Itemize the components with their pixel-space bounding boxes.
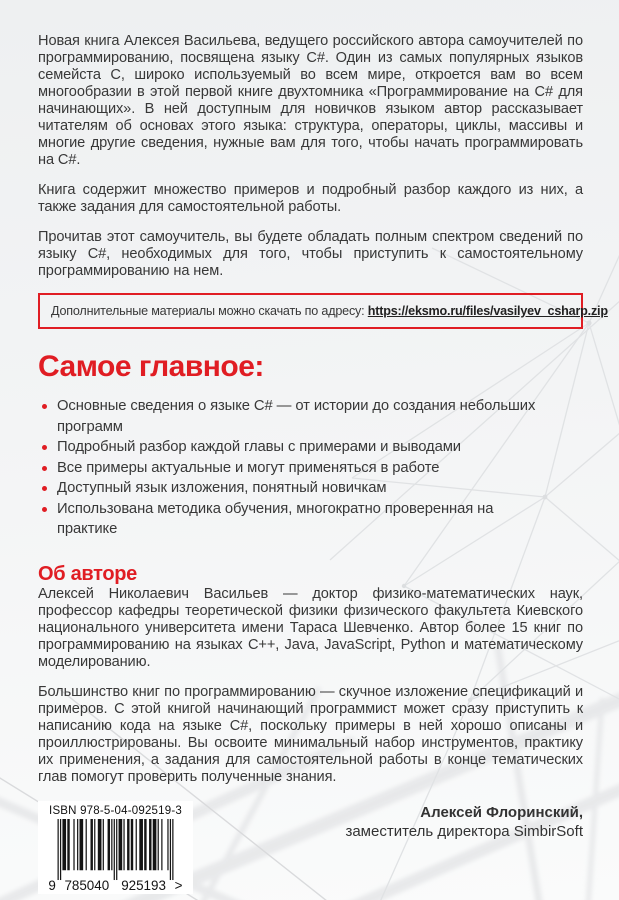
endorser-name: Алексей Флоринский, — [420, 803, 583, 821]
barcode-digits-right: 925193 — [121, 877, 166, 891]
about-paragraph-2: Большинство книг по программированию — скучное изложение спецификаций и примеров. С этой книгой начинающий программист может сразу приступить к написанию кода на языке C#, поскольку примеры в ней хорошо описаны и проиллюстрированы. Вы освоите минимальный набор инструментов, практику их применения, а задания для самостоятельной работы в конце тематических глав помогут проверить полученные знания. — [38, 683, 583, 785]
intro-paragraph-2: Книга содержит множество примеров и подробный разбор каждого из них, а также задания для самостоятельной работы. — [38, 182, 583, 215]
download-label: Дополнительные материалы можно скачать по адресу: — [51, 304, 368, 318]
barcode-arrow: > — [174, 877, 183, 891]
download-materials-box — [38, 293, 608, 329]
endorsement-signature — [345, 801, 583, 841]
intro-paragraph-1: Новая книга Алексея Васильева, ведущего российского автора самоучителей по программированию, посвящена языку C#. Один из самых популярных языков семейста С, широко используемый во всем мире, откроется вам во всем многообразии в этой первой книге двухтомника «Программирование на C# для начинающих». В ней доступным для новичков языком автор рассказывает читателям об основах этого языка: структура, операторы, циклы, массивы и многие другие сведения, нужные вам для того, чтобы начать программировать на C#. — [38, 33, 583, 168]
about-paragraph-1: Алексей Николаевич Васильев — доктор физико-математических наук, профессор кафедры теоретической физики физического факультета Киевского национального университета имени Тараса Шевченко. Автор более 15 книг по программированию на языках C++, Java, JavaScript, Python и математическому моделированию. — [38, 585, 583, 670]
isbn-barcode-block — [38, 801, 193, 894]
download-link[interactable]: https://eksmo.ru/files/vasilyev_csharp.zip — [367, 304, 608, 318]
about-author-title: Об авторе — [38, 562, 138, 585]
intro-paragraph-3: Прочитав этот самоучитель, вы будете обладать полным спектром сведений по языку C#, необходимых для того, чтобы приступить к самостоятельному программированию на нем. — [38, 229, 583, 279]
barcode-digit-first: 9 — [48, 877, 56, 891]
highlights-title: Самое главное: — [38, 350, 264, 383]
barcode-digits-left: 785040 — [64, 877, 110, 891]
ean13-barcode — [44, 819, 187, 891]
highlight-item: Использована методика обучения, многократно проверенная на практике — [38, 499, 543, 540]
isbn-label: ISBN 978-5-04-092519-3 — [49, 804, 182, 817]
endorser-role: заместитель директора SimbirSoft — [345, 822, 583, 840]
highlight-item: Основные сведения о языке C# — от истории до создания небольших программ — [38, 396, 543, 437]
bottom-row — [38, 801, 583, 894]
highlights-list — [38, 396, 543, 540]
highlight-item: Все примеры актуальные и могут применяться в работе — [38, 458, 543, 479]
highlight-item: Подробный разбор каждой главы с примерами и выводами — [38, 437, 543, 458]
highlight-item: Доступный язык изложения, понятный новичкам — [38, 478, 543, 499]
